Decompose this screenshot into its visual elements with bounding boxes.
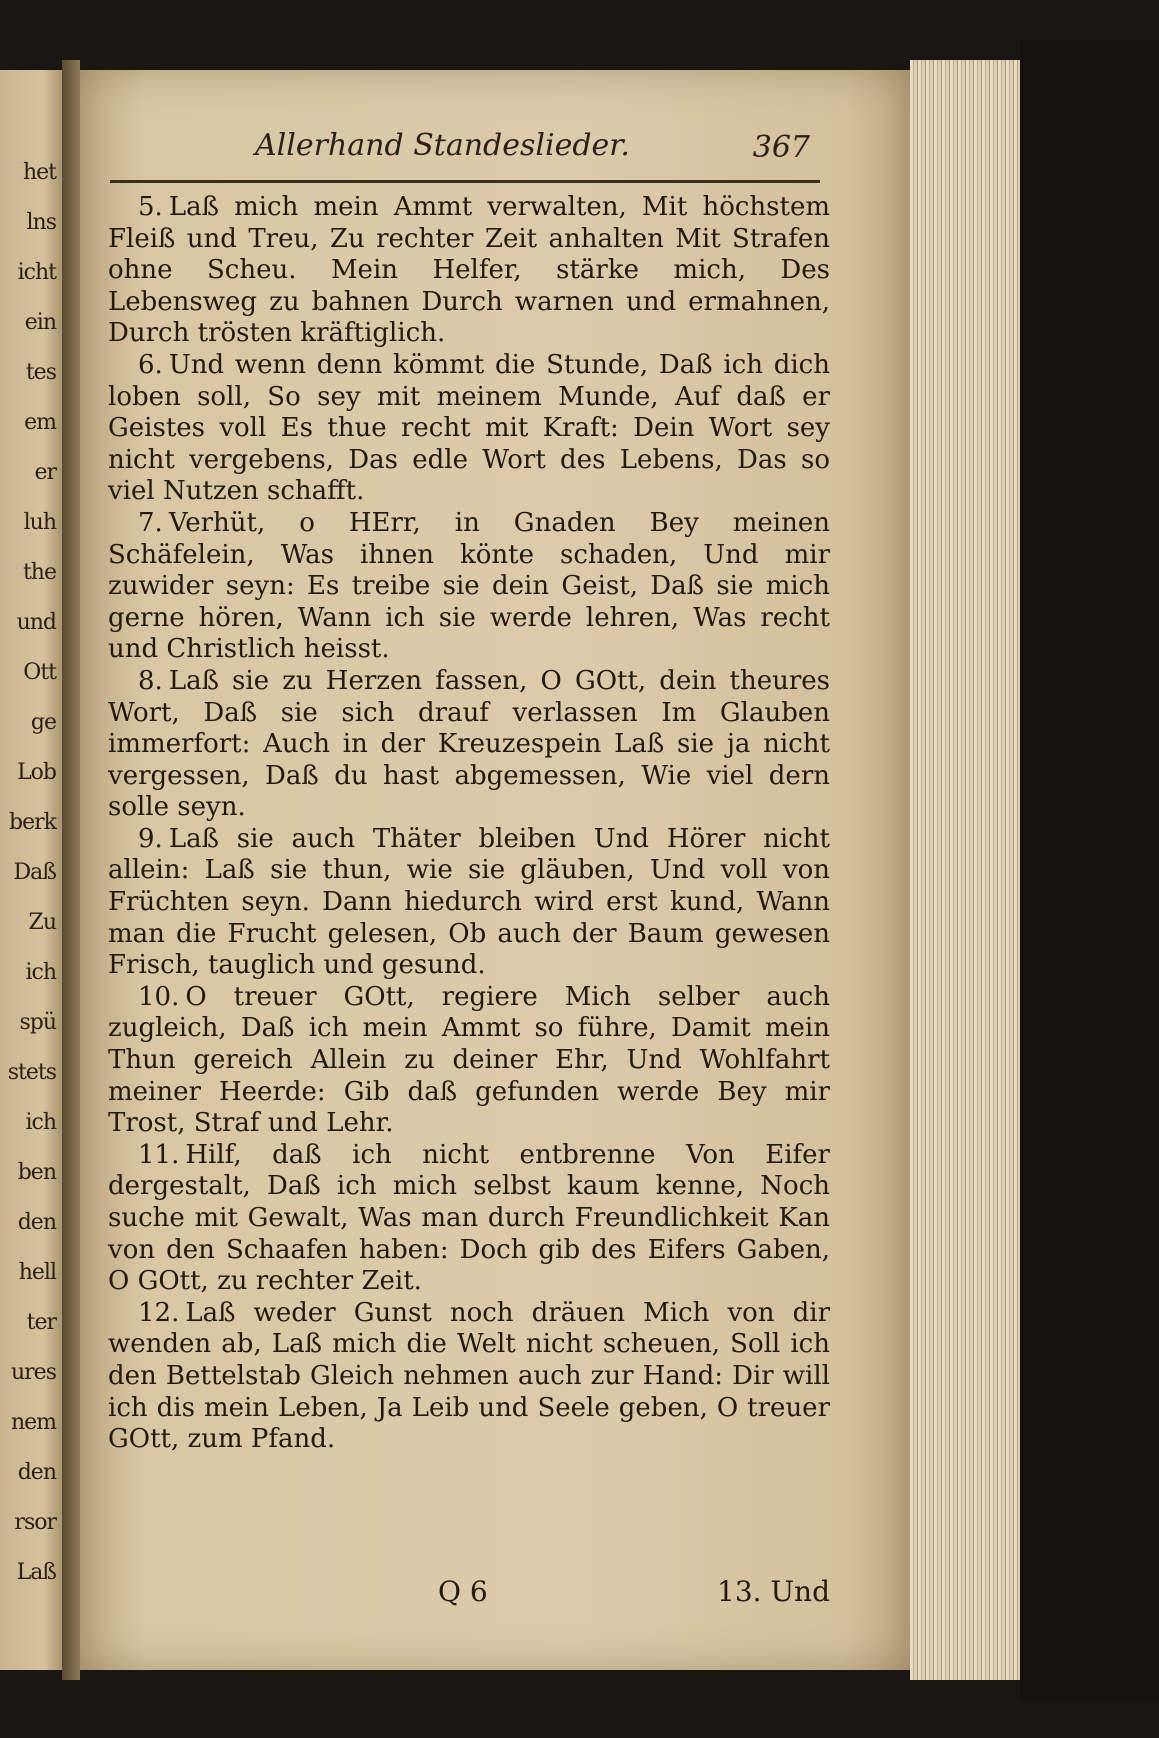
stanza xyxy=(108,508,830,666)
left-page-fragment: em xyxy=(24,410,56,435)
stanza-number: 6. xyxy=(138,349,163,380)
left-page-fragment: nem xyxy=(10,1410,56,1435)
stanza-number: 10. xyxy=(138,981,180,1012)
left-page-fragment: den xyxy=(17,1460,56,1485)
stanza-text: Laß weder Gunst noch dräuen Mich von dir wenden ab, Laß mich die Welt nicht scheuen, Soll ich den Bettelstab Gleich nehmen auch zur Hand: Dir will ich dis mein Leben, Ja Leib und Seele geben, O treuer GOtt, zum Pfand. xyxy=(108,1297,830,1455)
stanza-text: Laß sie zu Herzen fassen, O GOtt, dein theures Wort, Daß sie sich drauf verlassen Im Glauben immerfort: Auch in der Kreuzespein Laß sie ja nicht vergessen, Daß du hast abgemessen, Wie viel dern solle seyn. xyxy=(108,665,830,823)
book-cover xyxy=(1020,40,1159,1700)
stanza-number: 11. xyxy=(138,1139,180,1170)
page-number: 367 xyxy=(752,130,810,165)
left-page-fragment: ich xyxy=(25,1110,56,1135)
stanza xyxy=(108,982,830,1140)
stanza xyxy=(108,824,830,982)
left-page-fragment: icht xyxy=(17,260,56,285)
hymn-text xyxy=(108,192,830,1582)
stanza-text: Laß sie auch Thäter bleiben Und Hörer nicht allein: Laß sie thun, wie sie gläuben, Und voll von Früchten seyn. Dann hiedurch wird erst kund, Wann man die Frucht gelesen, Ob auch der Baum gewesen Frisch, tauglich und gesund. xyxy=(108,823,830,981)
left-page-fragment: ge xyxy=(30,710,56,735)
left-page-fragment: Zu xyxy=(28,910,56,935)
stanza xyxy=(108,192,830,350)
left-page-fragment: ben xyxy=(17,1160,56,1185)
stanza-number: 5. xyxy=(138,192,163,222)
stanza-text: O treuer GOtt, regiere Mich selber auch zugleich, Daß ich mein Ammt so führe, Damit mein Thun gereich Allein zu deiner Ehr, Und Wohlfahrt meiner Heerde: Gib daß gefunden werde Bey mir Trost, Straf und Lehr. xyxy=(108,981,830,1139)
header-rule xyxy=(110,180,820,183)
stanza-number: 12. xyxy=(138,1297,180,1328)
left-page-fragment: Laß xyxy=(16,1560,56,1585)
stanza xyxy=(108,666,830,824)
stanza-number: 7. xyxy=(138,507,163,538)
left-page-fragment: ein xyxy=(24,310,56,335)
left-page-fragment: Daß xyxy=(13,860,56,885)
page-header xyxy=(170,128,830,178)
stanza xyxy=(108,1298,830,1456)
left-page-fragment: Lob xyxy=(17,760,56,785)
stanza-number: 8. xyxy=(138,665,163,696)
stanza-text: Hilf, daß ich nicht entbrenne Von Eifer dergestalt, Daß ich mich selbst kaum kenne, Noch suche mit Gewalt, Was man durch Freundlichkeit Kan von den Schaafen haben: Doch gib des Eifers Gaben, O GOtt, zu rechter Zeit. xyxy=(108,1139,830,1297)
left-page-fragment: lns xyxy=(26,210,56,235)
left-page-fragment: den xyxy=(17,1210,56,1235)
left-page-fragment: berk xyxy=(9,810,56,835)
stanza xyxy=(108,1140,830,1298)
left-page-fragment: het xyxy=(22,160,56,185)
left-page-fragment: hell xyxy=(18,1260,56,1285)
catchword: 13. Und xyxy=(717,1575,830,1608)
stanza-text: Und wenn denn kömmt die Stunde, Daß ich dich loben soll, So sey mit meinem Munde, Auf daß er Geistes voll Es thue recht mit Kraft: Dein Wort sey nicht vergebens, Das edle Wort des Lebens, Das so viel Nutzen schafft. xyxy=(108,349,830,507)
stanza-number: 9. xyxy=(138,823,163,854)
left-page-fragment: tes xyxy=(25,360,56,385)
stanza-text: Laß mich mein Ammt verwalten, Mit höchstem Fleiß und Treu, Zu rechter Zeit anhalten Mit Strafen ohne Scheu. Mein Helfer, stärke mich, Des Lebensweg zu bahnen Durch warnen und ermahnen, Durch trösten kräftiglich. xyxy=(108,192,830,349)
left-page-fragment: Ott xyxy=(23,660,56,685)
page-footer xyxy=(108,1575,830,1615)
left-page-fragment: rsor xyxy=(14,1510,56,1535)
left-page-fragment: ich xyxy=(25,960,56,985)
left-page-fragment: luh xyxy=(23,510,56,535)
left-page-fragment: er xyxy=(34,460,56,485)
stanza-text: Verhüt, o HErr, in Gnaden Bey meinen Schäfelein, Was ihnen könte schaden, Und mir zuwider seyn: Es treibe sie dein Geist, Daß sie mich gerne hören, Wann ich sie werde lehren, Was recht und Christlich heisst. xyxy=(108,507,830,665)
left-page-edge xyxy=(0,70,64,1670)
page-edge-stack xyxy=(910,60,1023,1680)
left-page-fragment: ter xyxy=(26,1310,56,1335)
signature-mark: Q 6 xyxy=(438,1575,488,1608)
left-page-fragment: stets xyxy=(7,1060,56,1085)
book-gutter xyxy=(62,60,80,1680)
stanza xyxy=(108,350,830,508)
left-page-fragment: spü xyxy=(19,1010,56,1035)
left-page-fragment: the xyxy=(22,560,56,585)
left-page-fragment: und xyxy=(16,610,56,635)
left-page-fragment: ures xyxy=(11,1360,56,1385)
running-head: Allerhand Standeslieder. xyxy=(255,128,630,163)
